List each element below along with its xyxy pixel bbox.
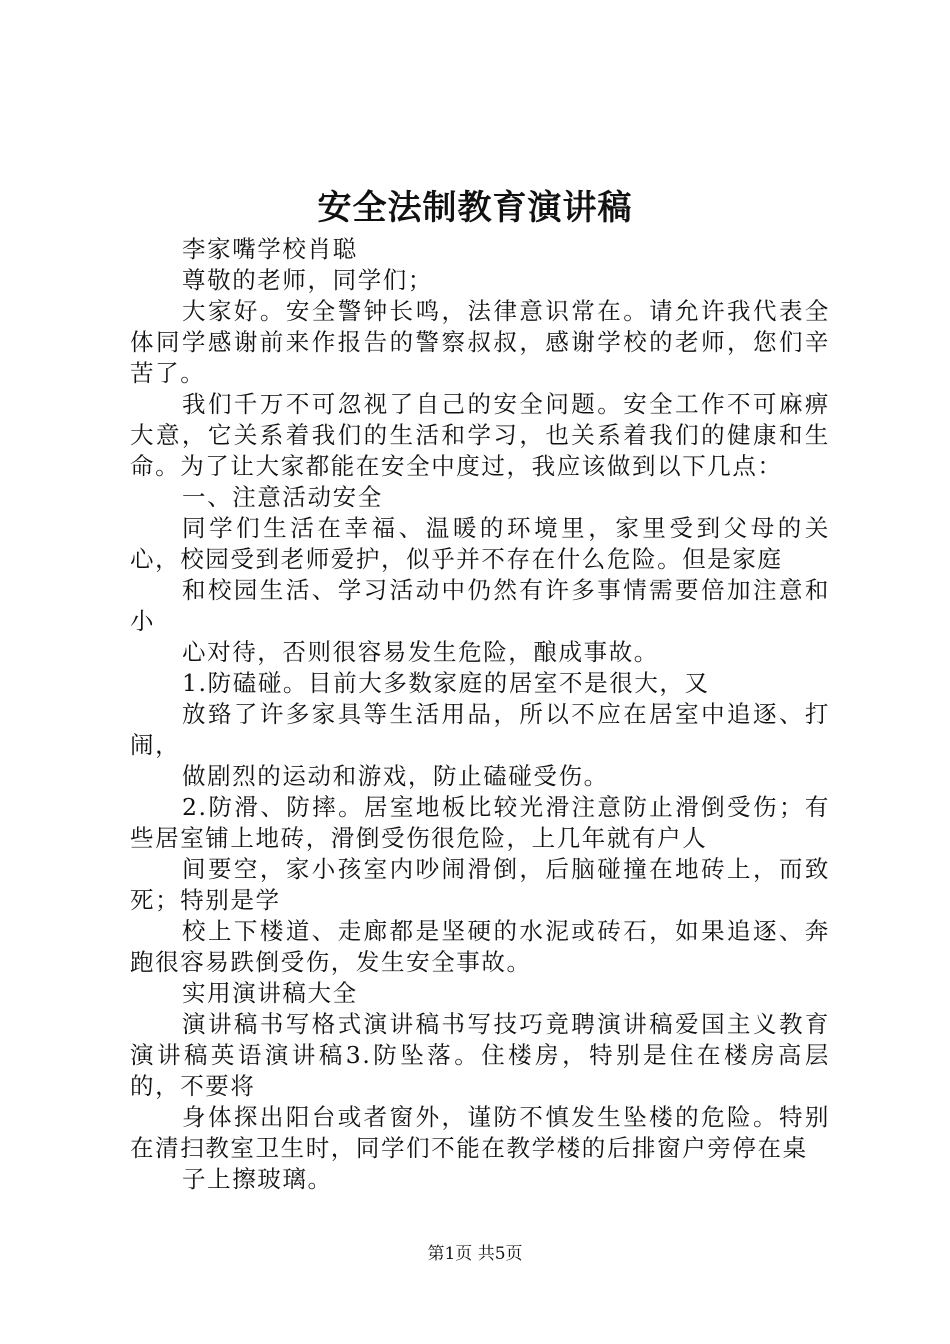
- section-heading: 实用演讲稿大全: [182, 979, 358, 1007]
- paragraph: 大家好。安全警钟长鸣，法律意识常在。请允许我代表全体同学感谢前来作报告的警察叔叔，感谢学校的老师，您们辛苦了。: [130, 297, 830, 387]
- paragraph: 演讲稿书写格式演讲稿书写技巧竟聘演讲稿爱国主义教育演讲稿英语演讲稿3.防坠落。住楼房，特别是住在楼房高层的，不要将: [130, 1010, 830, 1100]
- author-line: 李家嘴学校肖聪: [182, 235, 358, 263]
- paragraph: 间要空，家小孩室内吵闹滑倒，后脑碰撞在地砖上，而致死；特别是学: [130, 855, 830, 914]
- paragraph: 身体探出阳台或者窗外，谨防不慎发生坠楼的危险。特别在清扫教室卫生时，同学们不能在教学楼的后排窗户旁停在桌: [130, 1103, 830, 1162]
- paragraph: 做剧烈的运动和游戏，防止磕碰受伤。: [182, 762, 609, 790]
- paragraph: 校上下楼道、走廊都是坚硬的水泥或砖石，如果追逐、奔跑很容易跌倒受伤，发生安全事故。: [130, 917, 830, 976]
- paragraph: 和校园生活、学习活动中仍然有许多事情需要倍加注意和小: [130, 576, 830, 635]
- paragraph: 1.防磕碰。目前大多数家庭的居室不是很大，又: [182, 669, 710, 697]
- document-body: [130, 234, 830, 1195]
- paragraph: 放臵了许多家具等生活用品，所以不应在居室中追逐、打闹，: [130, 700, 830, 759]
- salutation: 尊敬的老师，同学们；: [182, 266, 433, 294]
- page-footer: 第1页 共5页: [427, 1244, 523, 1264]
- paragraph: 心对待，否则很容易发生危险，酿成事故。: [182, 638, 659, 666]
- paragraph: 子上擦玻璃。: [182, 1165, 333, 1193]
- paragraph: 同学们生活在幸福、温暖的环境里，家里受到父母的关心，校园受到老师爱护，似乎并不存在什么危险。但是家庭: [130, 514, 830, 573]
- paragraph: 2.防滑、防摔。居室地板比较光滑注意防止滑倒受伤；有些居室铺上地砖，滑倒受伤很危险，上几年就有户人: [130, 793, 830, 852]
- page-title: 安全法制教育演讲稿: [317, 188, 633, 228]
- paragraph: 我们千万不可忽视了自己的安全问题。安全工作不可麻痹大意，它关系着我们的生活和学习，也关系着我们的健康和生命。为了让大家都能在安全中度过，我应该做到以下几点：: [130, 390, 830, 480]
- section-heading: 一、注意活动安全: [182, 483, 383, 511]
